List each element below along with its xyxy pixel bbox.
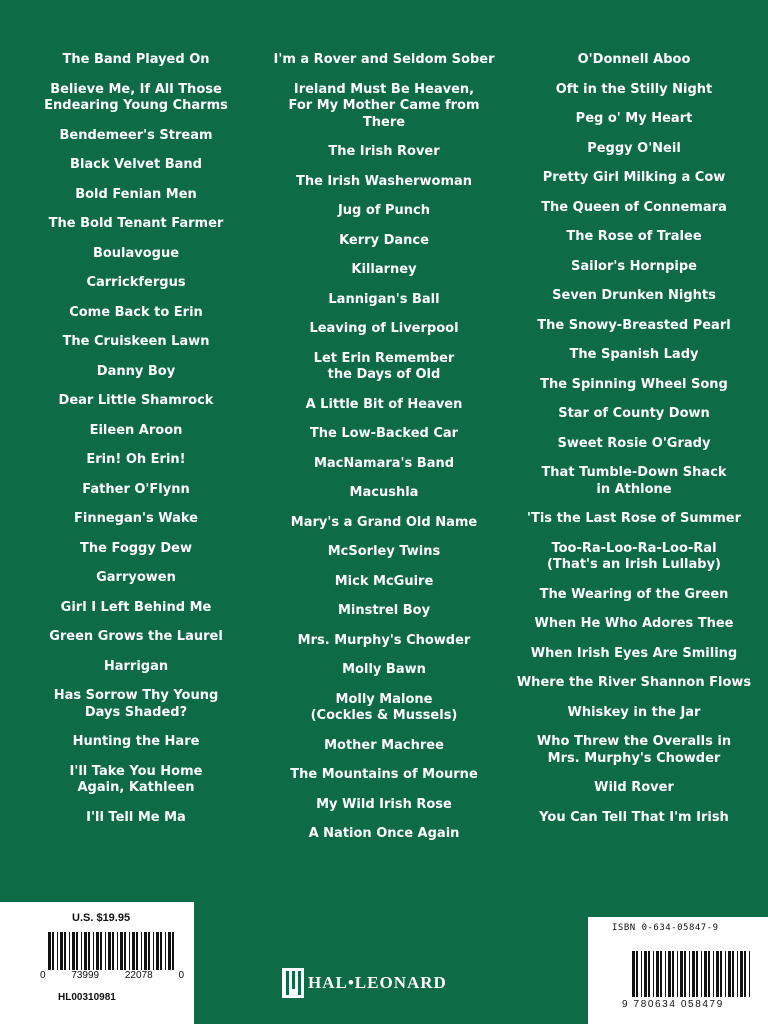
song-title: Whiskey in the Jar (567, 704, 701, 720)
song-title: Bendemeer's Stream (59, 127, 213, 143)
song-title: Where the River Shannon Flows (516, 675, 752, 690)
song-title: Dear Little Shamrock (58, 393, 214, 408)
song-title: Black Velvet Band (70, 157, 202, 172)
isbn-sticker (588, 917, 768, 1024)
song-title: Believe Me, If All Those Endearing Young Charms (44, 81, 228, 113)
song-title: The Low-Backed Car (309, 426, 459, 441)
song-title: The Band Played On (62, 52, 210, 67)
song-title: Macushla (349, 485, 419, 500)
song-title: Finnegan's Wake (73, 511, 198, 526)
song-title: The Rose of Tralee (566, 229, 702, 244)
song-column-3 (516, 52, 752, 839)
song-title: Sweet Rosie O'Grady (557, 435, 711, 451)
song-title: Jug of Punch (337, 203, 431, 218)
song-title: The Irish Rover (328, 144, 440, 159)
song-title: Mother Machree (324, 737, 444, 753)
song-title: Killarney (351, 262, 417, 277)
song-title: Ireland Must Be Heaven, For My Mother Came from There (288, 81, 480, 130)
publisher-logo (282, 968, 447, 998)
song-title: Too-Ra-Loo-Ra-Loo-Ral (That's an Irish Lullaby) (546, 540, 721, 572)
song-title: Father O'Flynn (82, 481, 190, 497)
song-title: You Can Tell That I'm Irish (539, 809, 729, 825)
song-title: 'Tis the Last Rose of Summer (527, 511, 741, 526)
song-title: The Spanish Lady (569, 347, 699, 362)
song-title: Mick McGuire (334, 573, 434, 589)
song-title: Sailor's Hornpipe (571, 258, 697, 274)
song-title: Molly Malone (Cockles & Mussels) (310, 691, 458, 723)
song-title: Peg o' My Heart (575, 111, 693, 126)
song-title: Oft in the Stilly Night (555, 81, 713, 97)
song-title: Mrs. Murphy's Chowder (297, 632, 471, 648)
song-title: Mary's a Grand Old Name (290, 514, 478, 530)
song-title: Garryowen (96, 570, 176, 585)
song-title: Lannigan's Ball (328, 291, 440, 307)
song-title: When He Who Adores Thee (534, 616, 734, 631)
song-title: The Bold Tenant Farmer (48, 216, 224, 231)
song-title: Hunting the Hare (72, 734, 200, 749)
song-title: The Queen of Connemara (541, 199, 727, 215)
ean-digits: 9 780634 058479 (622, 999, 724, 1010)
song-column-1 (36, 52, 236, 839)
song-title: I'll Take You Home Again, Kathleen (69, 763, 203, 795)
item-number: HL00310981 (58, 992, 116, 1003)
song-title: Boulavogue (92, 245, 180, 261)
upc-group-1: 73999 (71, 970, 100, 981)
upc-left-digit: 0 (40, 970, 46, 981)
song-title: Harrigan (103, 658, 169, 674)
upc-digits (40, 970, 184, 981)
song-title: A Nation Once Again (308, 826, 460, 841)
song-title: Peggy O'Neil (587, 140, 681, 156)
upc-right-digit: 0 (178, 970, 184, 981)
upc-barcode-icon (48, 932, 176, 970)
song-title: MacNamara's Band (313, 455, 455, 471)
song-title: Leaving of Liverpool (309, 321, 459, 336)
song-title: The Mountains of Mourne (290, 767, 478, 782)
song-title: Molly Bawn (342, 662, 426, 677)
song-title: Danny Boy (96, 363, 176, 379)
song-title: Wild Rover (594, 780, 674, 795)
song-title: My Wild Irish Rose (316, 796, 452, 812)
song-title: Let Erin Remember the Days of Old (313, 350, 455, 382)
song-title: Has Sorrow Thy Young Days Shaded? (53, 688, 219, 720)
song-title: When Irish Eyes Are Smiling (530, 645, 738, 661)
song-title: The Wearing of the Green (539, 586, 729, 602)
song-title: Pretty Girl Milking a Cow (542, 170, 726, 185)
song-title: A Little Bit of Heaven (305, 396, 463, 412)
song-title: The Spinning Wheel Song (540, 376, 728, 392)
keyboard-logo-icon (282, 968, 304, 998)
song-title: Come Back to Erin (69, 304, 203, 320)
publisher-name: HAL•LEONARD (308, 973, 447, 992)
upc-group-2: 22078 (124, 970, 153, 981)
song-title: Green Grows the Laurel (49, 629, 223, 644)
song-title: Girl I Left Behind Me (60, 599, 212, 615)
song-column-2 (272, 52, 496, 856)
song-title: I'll Tell Me Ma (86, 809, 186, 825)
song-title: McSorley Twins (327, 544, 441, 559)
song-title: Star of County Down (558, 406, 710, 421)
price-label: U.S. $19.95 (72, 912, 131, 924)
song-title: Eileen Aroon (89, 422, 183, 438)
song-title: The Snowy-Breasted Pearl (537, 317, 731, 333)
song-title: Carrickfergus (86, 275, 186, 290)
song-title: Kerry Dance (339, 232, 429, 248)
song-title: O'Donnell Aboo (577, 52, 691, 67)
song-title: Bold Fenian Men (75, 186, 197, 202)
song-title: The Foggy Dew (80, 540, 192, 556)
song-title: That Tumble-Down Shack in Athlone (541, 465, 727, 497)
song-title: Who Threw the Overalls in Mrs. Murphy's Chowder (536, 734, 732, 766)
isbn-barcode-icon (632, 951, 752, 997)
isbn-label: ISBN 0-634-05847-9 (612, 923, 719, 933)
song-title: Minstrel Boy (337, 603, 431, 618)
song-title: I'm a Rover and Seldom Sober (273, 52, 495, 67)
song-title: Seven Drunken Nights (552, 288, 716, 303)
price-sticker (0, 902, 194, 1024)
song-title: Erin! Oh Erin! (86, 452, 186, 467)
song-title: The Irish Washerwoman (295, 173, 473, 189)
song-title: The Cruiskeen Lawn (62, 334, 210, 349)
